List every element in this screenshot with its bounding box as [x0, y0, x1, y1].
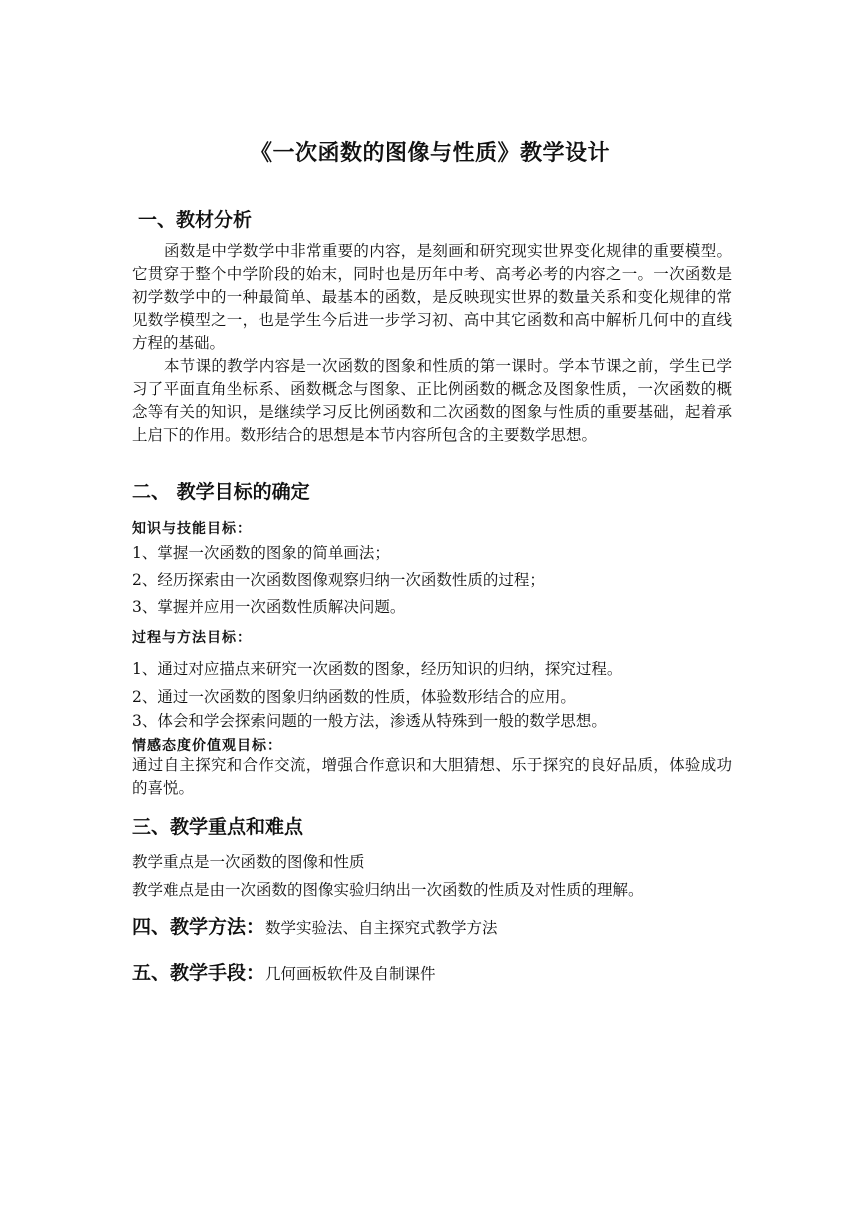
process-item-1: 1、通过对应描点来研究一次函数的图象，经历知识的归纳，探究过程。: [132, 660, 623, 678]
paragraph-material-analysis-2: 本节课的教学内容是一次函数的图象和性质的第一课时。学本节课之前，学生已学习了平面直角坐标系、函数概念与图象、正比例函数的概念及图象性质，一次函数的概念等有关的知识，是继续学习反比例函数和二次函数的图象与性质的重要基础，起着承上启下的作用。数形结合的思想是本节内容所包含的主要数学思想。: [132, 357, 732, 444]
section-heading-key-points: 三、教学重点和难点: [132, 816, 304, 838]
section-heading-teaching-methods: [132, 912, 498, 939]
process-item-3: 3、体会和学会探索问题的一般方法，渗透从特殊到一般的数学思想。: [132, 712, 607, 730]
teaching-methods-text: 数学实验法、自主探究式教学方法: [265, 919, 498, 937]
section-heading-teaching-tools: [132, 958, 436, 985]
section-heading-teaching-objectives: 二、 教学目标的确定: [132, 481, 310, 503]
section-heading-teaching-material: 一、教材分析: [138, 209, 253, 231]
knowledge-skills-label: 知识与技能目标：: [132, 521, 252, 537]
document-title: 《一次函数的图像与性质》教学设计: [249, 141, 610, 166]
teaching-tools-text: 几何画板软件及自制课件: [265, 965, 436, 983]
emotion-values-label: 情感态度价值观目标：: [132, 738, 282, 754]
key-point-item: 教学重点是一次函数的图像和性质: [132, 853, 365, 871]
emotion-values-text: 通过自主探究和合作交流，增强合作意识和大胆猜想、乐于探究的良好品质，体验成功的喜悦。: [132, 756, 732, 797]
knowledge-item-3: 3、掌握并应用一次函数性质解决问题。: [132, 598, 406, 616]
knowledge-item-2: 2、经历探索由一次函数图像观察归纳一次函数性质的过程；: [132, 571, 545, 589]
process-methods-label: 过程与方法目标：: [132, 630, 252, 646]
process-item-2: 2、通过一次函数的图象归纳函数的性质，体验数形结合的应用。: [132, 688, 576, 706]
knowledge-item-1: 1、掌握一次函数的图象的简单画法；: [132, 544, 390, 562]
teaching-tools-label: 五、教学手段：: [132, 962, 266, 984]
paragraph-material-analysis-1: 函数是中学数学中非常重要的内容，是刻画和研究现实世界变化规律的重要模型。它贯穿于整个中学阶段的始末，同时也是历年中考、高考必考的内容之一。一次函数是初学数学中的一种最简单、最基本的函数，是反映现实世界的数量关系和变化规律的常见数学模型之一，也是学生今后进一步学习初、高中其它函数和高中解析几何中的直线方程的基础。: [132, 242, 732, 352]
teaching-methods-label: 四、教学方法：: [132, 916, 266, 938]
difficult-point-item: 教学难点是由一次函数的图像实验归纳出一次函数的性质及对性质的理解。: [132, 881, 644, 899]
